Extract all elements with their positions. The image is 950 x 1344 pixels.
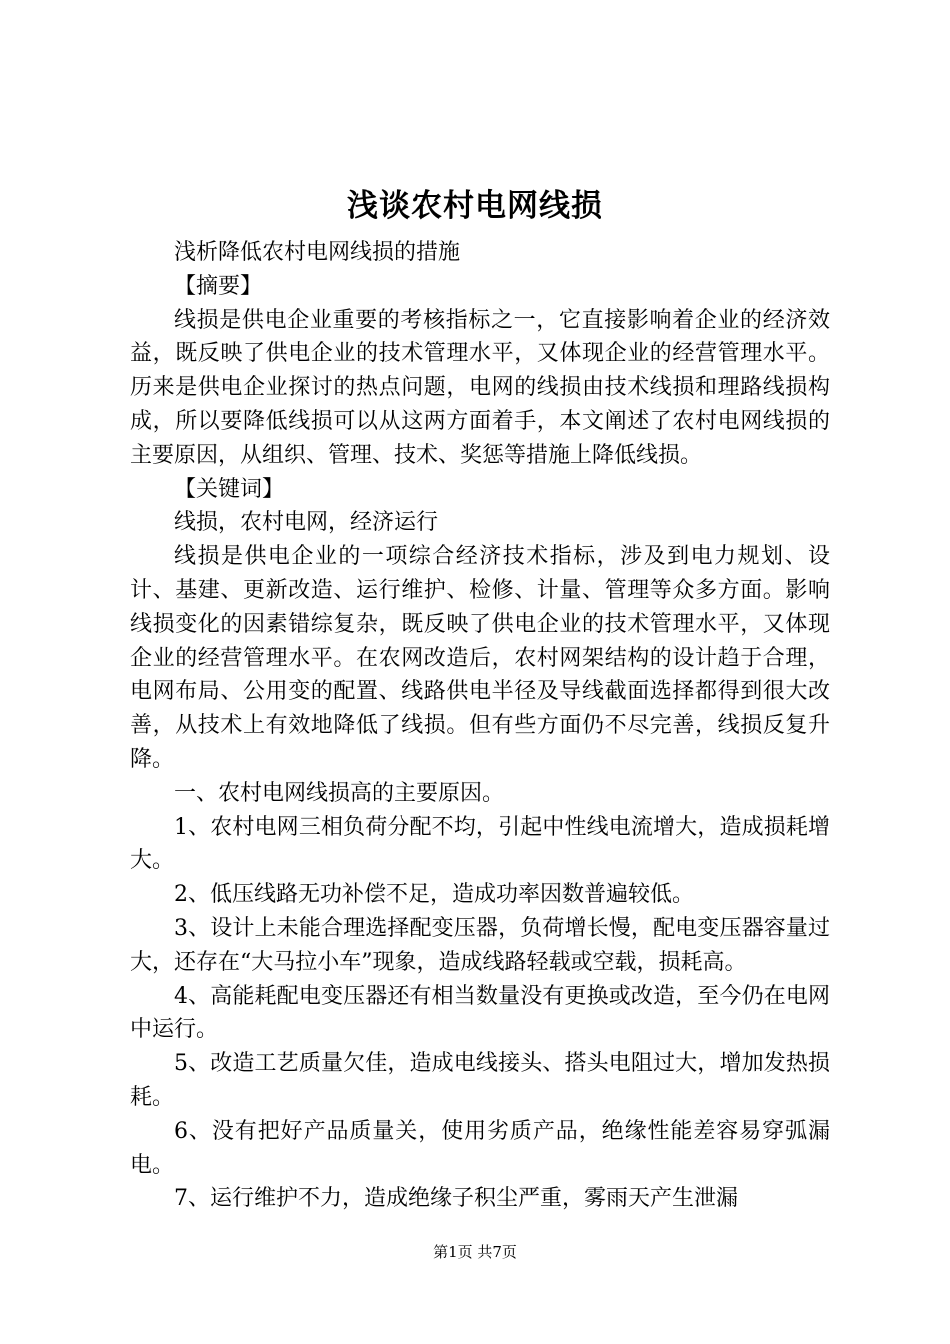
document-body <box>130 236 830 1216</box>
abstract-paragraph: 线损是供电企业重要的考核指标之一，它直接影响着企业的经济效益，既反映了供电企业的技术管理水平，又体现企业的经营管理水平。历来是供电企业探讨的热点问题，电网的线损由技术线损和理路线损构成，所以要降低线损可以从这两方面着手，本文阐述了农村电网线损的主要原因，从组织、管理、技术、奖惩等措施上降低线损。 <box>130 307 830 468</box>
keywords-paragraph: 线损，农村电网，经济运行 <box>174 510 439 536</box>
abstract-heading: 【摘要】 <box>174 273 263 299</box>
list-item: 7、运行维护不力，造成绝缘子积尘严重，雾雨天产生泄漏 <box>174 1186 738 1212</box>
page-number-footer: 第1页 共7页 <box>433 1243 517 1261</box>
list-item: 6、没有把好产品质量关，使用劣质产品，绝缘性能差容易穿弧漏电。 <box>130 1118 830 1178</box>
document-title: 浅谈农村电网线损 <box>347 188 603 224</box>
intro-paragraph: 线损是供电企业的一项综合经济技术指标，涉及到电力规划、设计、基建、更新改造、运行维护、检修、计量、管理等众多方面。影响线损变化的因素错综复杂，既反映了供电企业的技术管理水平，又体现企业的经营管理水平。在农网改造后，农村网架结构的设计趋于合理，电网布局、公用变的配置、线路供电半径及导线截面选择都得到很大改善，从技术上有效地降低了线损。但有些方面仍不尽完善，线损反复升降。 <box>130 544 830 772</box>
list-item: 5、改造工艺质量欠佳，造成电线接头、搭头电阻过大，增加发热损耗。 <box>130 1051 830 1110</box>
subtitle-paragraph: 浅析降低农村电网线损的措施 <box>174 240 461 265</box>
section-heading: 一、农村电网线损高的主要原因。 <box>174 780 505 806</box>
list-item: 2、低压线路无功补偿不足，造成功率因数普遍较低。 <box>174 882 694 908</box>
list-item: 3、设计上未能合理选择配变压器，负荷增长慢，配电变压器容量过大，还存在“大马拉小车”现象，造成线路轻载或空载，损耗高。 <box>130 915 830 975</box>
keywords-heading: 【关键词】 <box>174 476 285 502</box>
list-item: 1、农村电网三相负荷分配不均，引起中性线电流增大，造成损耗增大。 <box>130 814 830 874</box>
list-item: 4、高能耗配电变压器还有相当数量没有更换或改造，至今仍在电网中运行。 <box>130 983 830 1043</box>
